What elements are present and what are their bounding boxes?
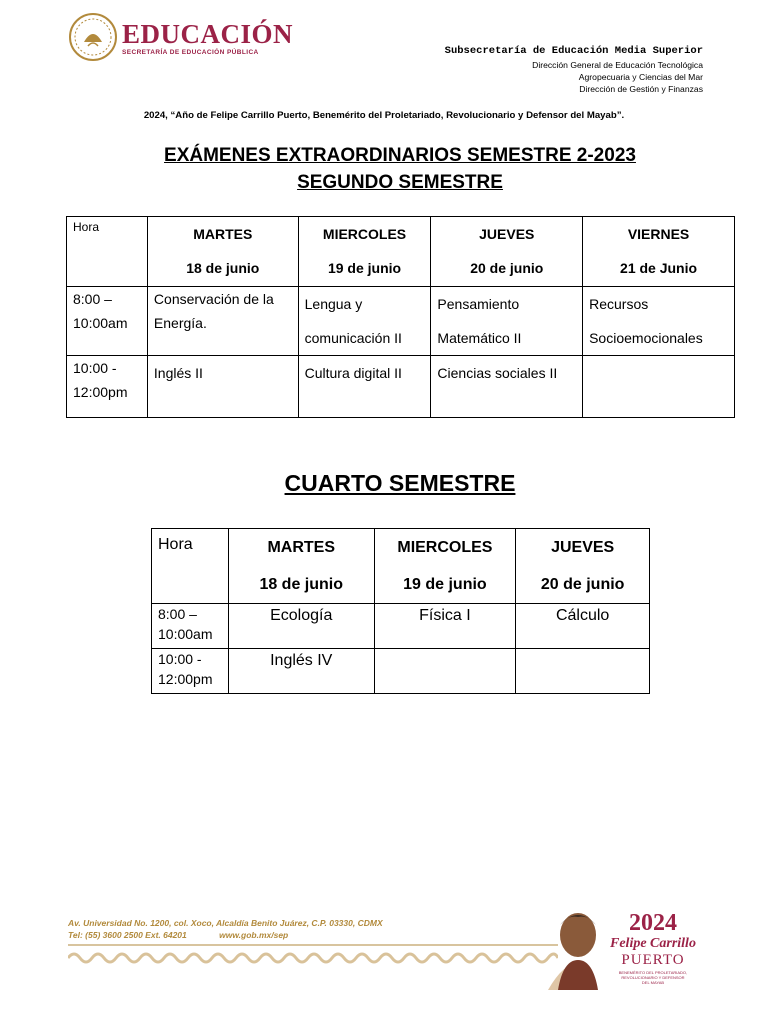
day-header: MIERCOLES 19 de junio — [374, 529, 516, 604]
subject-cell: Conservación de la Energía. — [147, 287, 298, 356]
subject-cell: Inglés IV — [228, 649, 374, 694]
subject-cell: Recursos Socioemocionales — [583, 287, 735, 356]
hora-cell: 10:00 - 12:00pm — [152, 649, 229, 694]
subject-cell: Ciencias sociales II — [431, 356, 583, 418]
hora-header: Hora — [67, 217, 148, 287]
table-row — [152, 649, 650, 694]
badge-surname: PUERTO — [621, 952, 685, 968]
table-header-row — [152, 529, 650, 604]
national-seal-icon — [68, 12, 118, 62]
subject-cell: Ecología — [228, 604, 374, 649]
day-header: VIERNES 21 de Junio — [583, 217, 735, 287]
header-line: Dirección de Gestión y Finanzas — [579, 84, 703, 94]
subject-cell: Cultura digital II — [298, 356, 431, 418]
day-header: MARTES 18 de junio — [228, 529, 374, 604]
subject-cell: Inglés II — [147, 356, 298, 418]
hora-cell: 8:00 – 10:00am — [152, 604, 229, 649]
table-row — [67, 287, 735, 356]
badge-caption: BENEMÉRITO DEL PROLETARIADO, REVOLUCIONARIO Y DEFENSOR DEL MAYAB — [618, 970, 688, 985]
sep-logo — [68, 12, 293, 62]
cuarto-semestre-title: CUARTO SEMESTRE — [284, 470, 516, 496]
hora-header: Hora — [152, 529, 229, 604]
subject-cell: Cálculo — [516, 604, 650, 649]
header-office-block — [445, 45, 703, 95]
subject-cell: Física I — [374, 604, 516, 649]
day-header: MIERCOLES 19 de junio — [298, 217, 431, 287]
day-header: JUEVES 20 de junio — [516, 529, 650, 604]
table-row — [152, 604, 650, 649]
segundo-semestre-title: SEGUNDO SEMESTRE — [297, 172, 503, 193]
footer-web: www.gob.mx/sep — [219, 930, 289, 940]
felipe-carrillo-puerto-logo — [610, 910, 696, 985]
subsecretaria-text: Subsecretaría de Educación Media Superior — [444, 45, 703, 57]
badge-year: 2024 — [628, 910, 677, 936]
header-line: Dirección General de Educación Tecnológica — [532, 60, 703, 70]
subject-cell — [583, 356, 735, 418]
footer-address: Av. Universidad No. 1200, col. Xoco, Alcaldía Benito Juárez, C.P. 03330, CDMX — [68, 918, 383, 928]
badge-name: Felipe Carrillo — [610, 936, 696, 951]
subject-cell: Pensamiento Matemático II — [431, 287, 583, 356]
hora-cell: 10:00 - 12:00pm — [67, 356, 148, 418]
day-header: JUEVES 20 de junio — [431, 217, 583, 287]
year-motto: 2024, “Año de Felipe Carrillo Puerto, Benemérito del Proletariado, Revolucionario y Defensor del Mayab”. — [143, 110, 625, 121]
subject-cell — [516, 649, 650, 694]
logo-subtitle: SECRETARÍA DE EDUCACIÓN PÚBLICA — [122, 48, 259, 56]
footer-phone: Tel: (55) 3600 2500 Ext. 64201 — [68, 930, 187, 940]
hora-cell: 8:00 – 10:00am — [67, 287, 148, 356]
footer-contact — [68, 917, 383, 941]
subject-cell — [374, 649, 516, 694]
footer-ornament-band — [68, 942, 558, 968]
day-header: MARTES 18 de junio — [147, 217, 298, 287]
header-line: Agropecuaria y Ciencias del Mar — [578, 72, 703, 82]
footer-phone-web — [68, 929, 383, 941]
segundo-semestre-table — [66, 216, 735, 418]
table-row — [67, 356, 735, 418]
cuarto-semestre-table — [151, 528, 650, 694]
logo-title: EDUCACIÓN — [122, 18, 294, 49]
subject-cell: Lengua y comunicación II — [298, 287, 431, 356]
table-header-row — [67, 217, 735, 287]
main-title: EXÁMENES EXTRAORDINARIOS SEMESTRE 2-2023 — [164, 145, 636, 166]
